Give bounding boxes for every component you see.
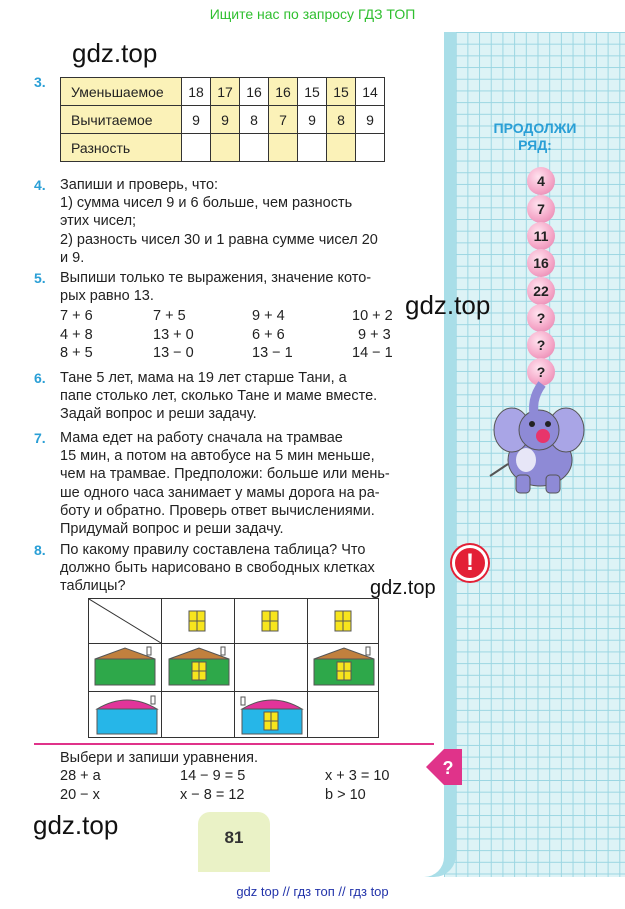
text-line: Задай вопрос и реши задачу. — [60, 406, 257, 423]
table-cell: 9 — [356, 106, 385, 134]
series-bead: 16 — [527, 249, 555, 277]
table-cell — [356, 134, 385, 162]
expression: 20 − x — [60, 787, 100, 803]
text-line: таблицы? — [60, 578, 126, 595]
task-8-number: 8. — [34, 542, 46, 558]
expression: 7 + 6 — [60, 308, 93, 324]
task-7-number: 7. — [34, 430, 46, 446]
continue-series-title — [470, 120, 600, 154]
table-cell — [327, 134, 356, 162]
watermark: gdz.top — [370, 577, 436, 599]
table-row — [61, 134, 385, 162]
green-house-with-window-icon — [169, 647, 229, 685]
table-row — [61, 78, 385, 106]
task-6-number: 6. — [34, 370, 46, 386]
table-cell: 9 — [211, 106, 240, 134]
warning-icon: ! — [452, 545, 488, 581]
page-number: 81 — [224, 828, 244, 847]
window-icon — [189, 611, 205, 631]
section-divider — [34, 743, 434, 745]
watermark: gdz.top — [405, 290, 491, 320]
blue-house-icon — [97, 696, 157, 734]
table-cell: 8 — [240, 106, 269, 134]
expression: 13 − 1 — [252, 345, 293, 361]
expression: 28 + a — [60, 768, 101, 784]
table-cell: 7 — [269, 106, 298, 134]
green-house-icon — [95, 647, 155, 685]
table-cell — [298, 134, 327, 162]
row-label: Разность — [61, 134, 182, 162]
expression: 14 − 1 — [352, 345, 393, 361]
text-line: 2) разность чисел 30 и 1 равна сумме чисел 20 — [60, 231, 378, 248]
text-line: боту и обратно. Проверь ответ вычислениями. — [60, 502, 375, 519]
text-line: Выпиши только те выражения, значение кото- — [60, 270, 372, 286]
expression: x − 8 = 12 — [180, 787, 245, 803]
row-label: Вычитаемое — [61, 106, 182, 134]
text-line: чем на трамвае. Предположи: больше или мень- — [60, 466, 390, 483]
task-6-text — [60, 369, 435, 424]
title-line: РЯД: — [518, 137, 552, 153]
table-cell: 15 — [298, 78, 327, 106]
table-cell — [211, 134, 240, 162]
text-line: рых равно 13. — [60, 288, 154, 305]
row-label: Уменьшаемое — [61, 78, 182, 106]
table-cell — [182, 134, 211, 162]
table-cell: 16 — [269, 78, 298, 106]
window-icon — [262, 611, 278, 631]
text-line: Тане 5 лет, мама на 19 лет старше Тани, а — [60, 370, 347, 386]
table-cell: 15 — [327, 78, 356, 106]
expression: 8 + 5 — [60, 345, 93, 361]
expression: 9 + 3 — [358, 327, 391, 343]
expression: 4 + 8 — [60, 327, 93, 343]
window-icon — [335, 611, 351, 631]
bottom-banner: gdz top // гдз топ // гдз top — [236, 884, 389, 899]
table-cell: 16 — [240, 78, 269, 106]
series-bead: ? — [527, 358, 555, 386]
text-line: Запиши и проверь, что: — [60, 177, 219, 193]
text-line: этих чисел; — [60, 213, 137, 230]
expression: 9 + 4 — [252, 308, 285, 324]
subtraction-table — [60, 77, 385, 162]
textbook-page — [0, 32, 625, 877]
text-line: 1) сумма чисел 9 и 6 больше, чем разность — [60, 195, 353, 212]
title-line: ПРОДОЛЖИ — [493, 120, 577, 136]
green-house-with-window-icon — [314, 647, 374, 685]
table-cell: 14 — [356, 78, 385, 106]
table-cell — [269, 134, 298, 162]
watermark: gdz.top — [72, 38, 158, 68]
top-banner: Ищите нас по запросу ГДЗ ТОП — [209, 6, 416, 22]
expression: 10 + 2 — [352, 308, 393, 324]
text-line: должно быть нарисовано в свободных клетках — [60, 560, 375, 577]
table-cell: 17 — [211, 78, 240, 106]
expression: 7 + 5 — [153, 308, 186, 324]
table-cell: 18 — [182, 78, 211, 106]
task-3-number: 3. — [34, 74, 46, 90]
text-line: По какому правилу составлена таблица? Что — [60, 542, 366, 558]
table-cell: 8 — [327, 106, 356, 134]
text-line: Придумай вопрос и реши задачу. — [60, 521, 284, 538]
text-line: ше одного часа занимает у мамы дорога на ра- — [60, 484, 380, 501]
task-5-text — [60, 269, 430, 305]
expression: 14 − 9 = 5 — [180, 768, 246, 784]
expression: x + 3 = 10 — [325, 768, 390, 784]
series-bead: ? — [527, 304, 555, 332]
picture-table — [88, 598, 379, 738]
question-mark-text: ? — [442, 758, 454, 778]
watermark: gdz.top — [33, 810, 119, 840]
expression: b > 10 — [325, 787, 366, 803]
task-5-number: 5. — [34, 270, 46, 286]
series-bead: ? — [527, 331, 555, 359]
task-4-text — [60, 176, 430, 267]
series-bead: 7 — [527, 195, 555, 223]
expression: 13 − 0 — [153, 345, 194, 361]
expression: 13 + 0 — [153, 327, 194, 343]
task-7-text — [60, 429, 435, 538]
table-cell: 9 — [298, 106, 327, 134]
text-line: и 9. — [60, 249, 85, 266]
question-icon — [426, 747, 462, 787]
series-bead: 11 — [527, 222, 555, 250]
picture-table-drawings — [89, 599, 380, 739]
expression: 6 + 6 — [252, 327, 285, 343]
table-cell — [240, 134, 269, 162]
series-bead: 4 — [527, 167, 555, 195]
table-cell: 9 — [182, 106, 211, 134]
blue-house-with-window-icon — [241, 697, 302, 734]
text-line: 15 мин, а потом на автобусе на 5 мин меньше, — [60, 448, 375, 465]
table-row — [61, 106, 385, 134]
series-bead: 22 — [527, 277, 555, 305]
elephant-icon — [480, 380, 590, 495]
text-line: Мама едет на работу сначала на трамвае — [60, 430, 343, 446]
text-line: папе столько лет, сколько Тане и маме вместе. — [60, 388, 378, 405]
equations-title: Выбери и запиши уравнения. — [60, 750, 259, 766]
task-4-number: 4. — [34, 177, 46, 193]
